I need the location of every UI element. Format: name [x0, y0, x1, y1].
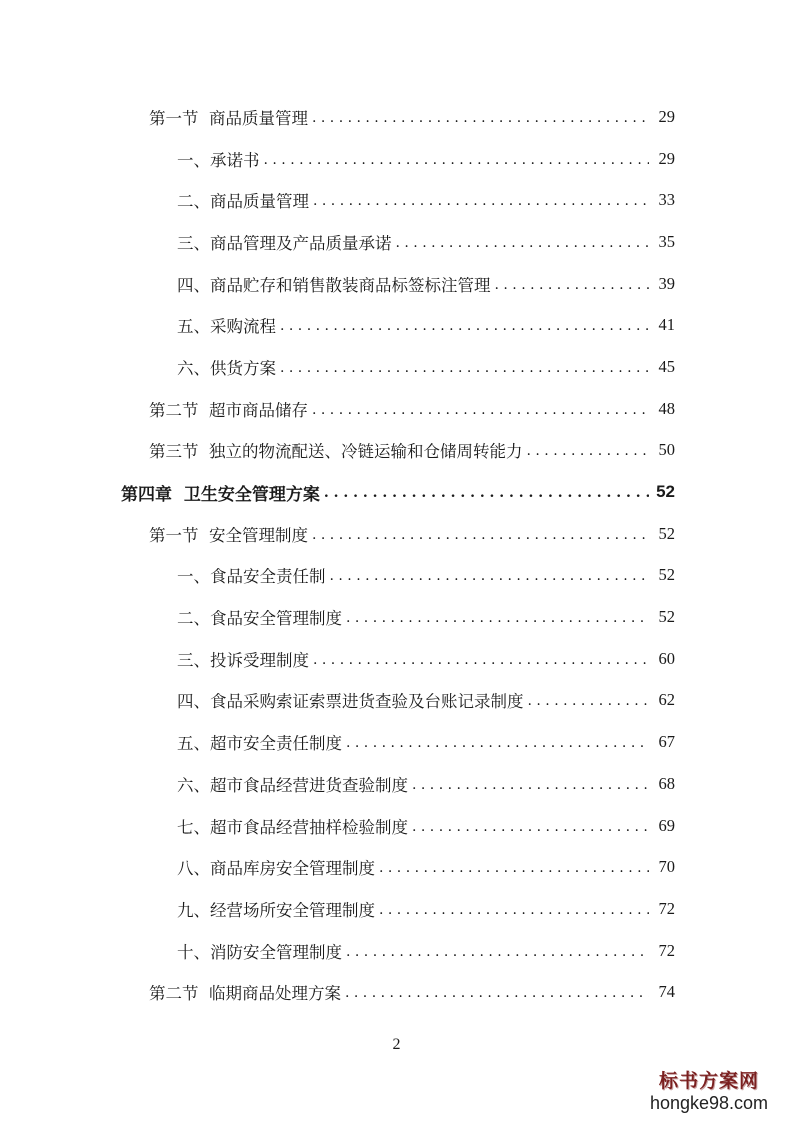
dot-leader — [312, 403, 649, 417]
dot-leader — [412, 778, 649, 792]
toc-entry-label — [121, 480, 320, 505]
toc-entry-label — [177, 147, 260, 171]
dot-leader — [280, 319, 649, 333]
toc-entry-page: 52 — [658, 607, 675, 627]
dot-leader — [313, 194, 649, 208]
toc-entry-page: 45 — [658, 356, 675, 376]
toc-entry[interactable] — [0, 263, 793, 305]
toc-entry-number: 三、 — [177, 650, 210, 670]
toc-entry-label — [177, 855, 375, 879]
toc-entry[interactable] — [0, 179, 793, 221]
toc-entry-label — [177, 897, 375, 921]
toc-entry-title: 食品安全管理制度 — [210, 609, 342, 629]
toc-entry-page: 52 — [658, 523, 675, 543]
toc-entry-number: 一、 — [177, 567, 210, 587]
dot-leader — [313, 653, 649, 667]
toc-entry-number: 十、 — [177, 942, 210, 962]
toc-entry[interactable] — [0, 763, 793, 805]
watermark-logo — [639, 1071, 779, 1114]
toc-entry-number: 九、 — [177, 900, 210, 920]
dot-leader — [324, 486, 649, 500]
toc-entry-label — [149, 980, 341, 1004]
toc-entry-number: 五、 — [177, 317, 210, 337]
watermark-site-name: 标书方案网 — [658, 1070, 759, 1093]
toc-entry[interactable] — [0, 930, 793, 972]
toc-entry-number: 二、 — [177, 609, 210, 629]
toc-entry[interactable] — [0, 513, 793, 555]
toc-entry-number: 第二节 — [149, 400, 209, 420]
toc-entry-title: 经营场所安全管理制度 — [210, 900, 375, 920]
toc-entry-label — [177, 688, 524, 712]
toc-entry[interactable] — [0, 888, 793, 930]
dot-leader — [396, 236, 650, 250]
toc-entry-page: 29 — [658, 106, 675, 126]
toc-entry-label — [177, 647, 309, 671]
dot-leader — [527, 444, 650, 458]
toc-entry-title: 商品管理及产品质量承诺 — [210, 233, 392, 253]
dot-leader — [346, 611, 649, 625]
toc-entry-number: 二、 — [177, 192, 210, 212]
toc-entry-number: 第四章 — [121, 484, 184, 505]
toc-entry[interactable] — [0, 721, 793, 763]
toc-entry-title: 商品库房安全管理制度 — [210, 859, 375, 879]
toc-entry-page: 70 — [658, 857, 675, 877]
toc-entry-page: 48 — [658, 398, 675, 418]
toc-entry-number: 四、 — [177, 275, 210, 295]
toc-entry[interactable] — [0, 846, 793, 888]
toc-entry-title: 商品质量管理 — [210, 192, 309, 212]
toc-entry[interactable] — [0, 96, 793, 138]
toc-entry-page: 68 — [658, 773, 675, 793]
toc-entry-page: 39 — [658, 273, 675, 293]
toc-entry-number: 四、 — [177, 692, 210, 712]
dot-leader — [495, 278, 650, 292]
toc-entry-label — [149, 105, 308, 129]
toc-entry-title: 超市食品经营抽样检验制度 — [210, 817, 408, 837]
toc-entry-page: 74 — [658, 982, 675, 1002]
toc-entry-number: 第三节 — [149, 442, 209, 462]
dot-leader — [264, 153, 650, 167]
toc-entry-page: 41 — [658, 315, 675, 335]
toc-entry-page: 52 — [656, 482, 675, 502]
toc-entry[interactable] — [0, 221, 793, 263]
toc-entry[interactable] — [0, 304, 793, 346]
dot-leader — [345, 986, 649, 1000]
dot-leader — [528, 694, 650, 708]
toc-entry-page: 67 — [658, 732, 675, 752]
toc-entry-title: 商品贮存和销售散装商品标签标注管理 — [210, 275, 491, 295]
dot-leader — [346, 736, 649, 750]
toc-entry-number: 三、 — [177, 233, 210, 253]
toc-entry[interactable] — [0, 638, 793, 680]
toc-entry-label — [177, 188, 309, 212]
toc-entry-page: 35 — [658, 231, 675, 251]
toc-entry-title: 超市安全责任制度 — [210, 734, 342, 754]
toc-entry-title: 承诺书 — [210, 150, 260, 170]
watermark-url: hongke98.com — [649, 1093, 769, 1114]
toc-entry-label — [149, 397, 308, 421]
toc-entry[interactable] — [0, 680, 793, 722]
toc-entry-label — [177, 563, 326, 587]
toc-entry[interactable] — [0, 596, 793, 638]
dot-leader — [330, 569, 650, 583]
toc-entry-title: 供货方案 — [210, 358, 276, 378]
dot-leader — [379, 903, 649, 917]
toc-entry-label — [177, 230, 392, 254]
toc-entry-label — [177, 272, 491, 296]
toc-entry-page: 69 — [658, 815, 675, 835]
toc-entry-title: 食品安全责任制 — [210, 567, 326, 587]
toc-entry-title: 超市食品经营进货查验制度 — [210, 775, 408, 795]
page-number: 2 — [392, 1036, 401, 1053]
toc-entry-page: 29 — [658, 148, 675, 168]
toc-entry-number: 八、 — [177, 859, 210, 879]
toc-entry-page: 33 — [658, 190, 675, 210]
dot-leader — [412, 820, 649, 834]
toc-entry[interactable] — [0, 346, 793, 388]
toc-entry-title: 采购流程 — [210, 317, 276, 337]
toc-entry[interactable] — [0, 471, 793, 513]
toc-entry-page: 62 — [658, 690, 675, 710]
toc-entry-label — [149, 522, 308, 546]
toc-entry-number: 第一节 — [149, 108, 209, 128]
toc-entry-number: 六、 — [177, 358, 210, 378]
toc-entry-label — [177, 772, 408, 796]
toc-entry-title: 食品采购索证索票进货查验及台账记录制度 — [210, 692, 524, 712]
toc-entry-title: 卫生安全管理方案 — [183, 484, 320, 505]
toc-entry[interactable] — [0, 971, 793, 1013]
toc-entry-page: 72 — [658, 898, 675, 918]
toc-entry-title: 安全管理制度 — [209, 525, 308, 545]
dot-leader — [312, 111, 649, 125]
toc-entry-title: 临期商品处理方案 — [209, 984, 341, 1004]
dot-leader — [280, 361, 649, 375]
toc-entry-page: 60 — [658, 648, 675, 668]
toc-entry-title: 消防安全管理制度 — [210, 942, 342, 962]
toc-entry[interactable] — [0, 138, 793, 180]
toc-entry-number: 一、 — [177, 150, 210, 170]
toc-entry[interactable] — [0, 430, 793, 472]
toc-entry-label — [177, 939, 342, 963]
toc-entry-label — [177, 814, 408, 838]
toc-entry-title: 独立的物流配送、冷链运输和仓储周转能力 — [209, 442, 523, 462]
toc-entry[interactable] — [0, 805, 793, 847]
toc-entry-title: 超市商品储存 — [209, 400, 308, 420]
toc-entry-page: 52 — [658, 565, 675, 585]
table-of-contents — [0, 96, 793, 1013]
toc-entry-page: 50 — [658, 440, 675, 460]
toc-entry-title: 投诉受理制度 — [210, 650, 309, 670]
toc-entry-label — [177, 355, 276, 379]
toc-entry-label — [149, 438, 523, 462]
toc-entry[interactable] — [0, 555, 793, 597]
toc-entry-number: 七、 — [177, 817, 210, 837]
toc-entry-number: 五、 — [177, 734, 210, 754]
toc-entry-label — [177, 313, 276, 337]
toc-entry-number: 第一节 — [149, 525, 209, 545]
toc-entry-label — [177, 730, 342, 754]
toc-entry-number: 六、 — [177, 775, 210, 795]
toc-entry-label — [177, 605, 342, 629]
toc-entry[interactable] — [0, 388, 793, 430]
dot-leader — [346, 945, 649, 959]
toc-entry-number: 第二节 — [149, 984, 209, 1004]
toc-entry-title: 商品质量管理 — [209, 108, 308, 128]
toc-entry-page: 72 — [658, 940, 675, 960]
dot-leader — [379, 861, 649, 875]
dot-leader — [312, 528, 649, 542]
